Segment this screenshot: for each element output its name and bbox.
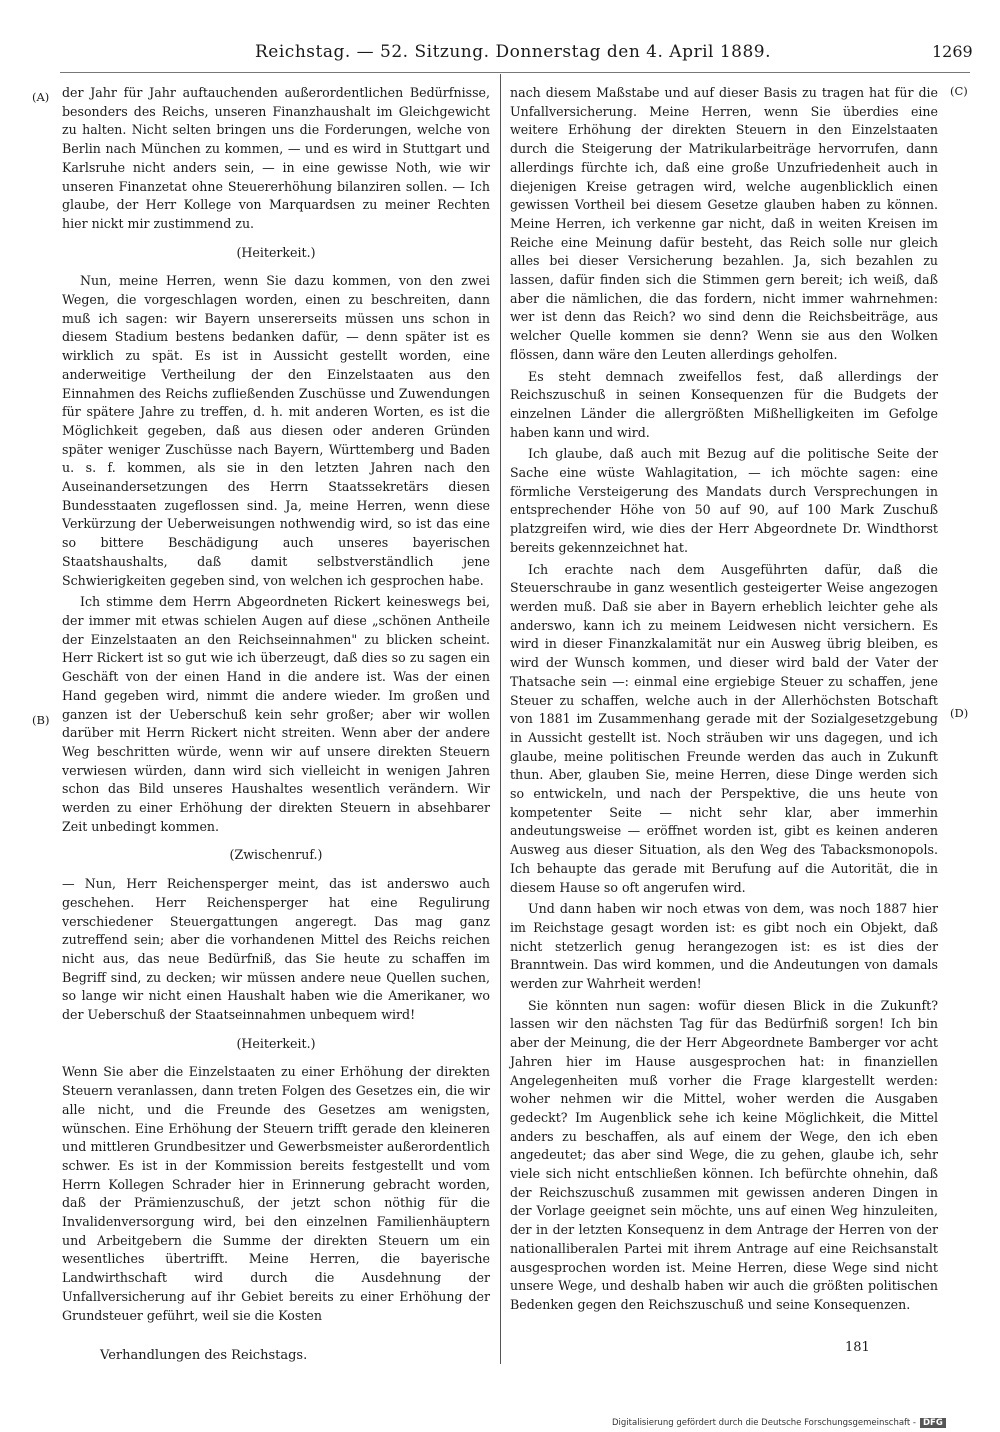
margin-marker-b: (B) — [32, 713, 50, 727]
paragraph: Ich stimme dem Herrn Abgeordneten Rickert keineswegs bei, der immer mit etwas schielen Augen auf diese „schönen Antheile der Einzelstaaten an den Reichseinnahmen" zu blicken scheint. Herr Rickert ist so gut wie ich überzeugt, daß dies so zu sagen ein Geschäft von der einen Hand in die andere ist. Was der einen Hand gegeben wird, nimmt die andere wieder. Im großen und ganzen ist der Ueberschuß kein sehr großer; aber wir wollen darüber mit Herrn Rickert nicht streiten. Wenn aber der andere Weg beschritten würde, wenn wir auf unsere direkten Steuern verwiesen würden, dann wird sich vielleicht in wenigen Jahren schon das Bild unseres Haushaltes wesentlich verändern. Wir werden zu einer Erhöhung der direkten Steuern in absehbarer Zeit unbedingt kommen. — [62, 594, 490, 834]
paragraph: Nun, meine Herren, wenn Sie dazu kommen, von den zwei Wegen, die vorgeschlagen worden, einen zu beschreiten, dann muß ich sagen: wir Bayern unsererseits müssen uns schon in diesem Stadium bestens bedanken dafür, — denn später ist es wirklich zu spät. Es ist in Aussicht gestellt worden, eine anderweitige Vertheilung der den Einzelstaaten aus den Einnahmen des Reichs zufließenden Zuschüsse und Zuwendungen für spätere Jahre zu treffen, d. h. mit anderen Worten, es ist die Möglichkeit gegeben, daß aus diesen oder anderen Gründen später weniger Zuschüsse nach Bayern, Württemberg und Baden u. s. f. kommen, als sie in den letzten Jahren nach den Auseinandersetzungen des Herrn Staatssekretärs diesen Bundesstaaten zugeflossen sind. Ja, meine Herren, wenn diese Verkürzung der Ueberweisungen nothwendig wird, so ist das eine so bittere Beschädigung auch unseres bayerischen Staatshaushalts, daß damit selbstverständlich jene Schwierigkeiten gegeben sind, von welchen ich gesprochen habe. — [62, 273, 490, 588]
left-column — [62, 84, 490, 1328]
interjection: (Heiterkeit.) — [236, 244, 316, 260]
paragraph: nach diesem Maßstabe und auf dieser Basis zu tragen hat für die Unfallversicherung. Meine Herren, wenn Sie überdies eine weitere Erhöhung der direkten Steuern in den Einzelstaaten durch die Steigerung der Matrikularbeiträge hervorrufen, dann allerdings fürchte ich, daß eine große Unzufriedenheit auch in diejenigen Kreise getragen wird, welche augenblicklich einen gewissen Vortheil bei diesem Gesetze glauben haben zu können. Meine Herren, ich verkenne gar nicht, daß in weiten Kreisen im Reiche eine Meinung dafür besteht, das Reich solle nur gleich alles bei dieser Versicherung bezahlen. Ja, sich bezahlen zu lassen, dafür finden sich die Stimmen gern bereit; ich weiß, daß aber die nämlichen, die das fordern, nicht immer wahrnehmen: wer ist denn das Reich? wo sind denn die Reichsbeiträge, aus welcher Quelle kommen sie denn? Wenn sie aus den Wolken flössen, dann wäre den Leuten allerdings geholfen. — [510, 85, 938, 362]
footer-source: Verhandlungen des Reichstags. — [100, 1348, 308, 1363]
paragraph: Wenn Sie aber die Einzelstaaten zu einer Erhöhung der direkten Steuern veranlassen, dann treten Folgen des Gesetzes ein, die wir alle nicht, und die Freunde des Gesetzes am wenigsten, wünschen. Eine Erhöhung der Steuern trifft gerade den kleineren und mittleren Grundbesitzer und Gewerbsmeister außerordentlich schwer. Es ist in der Kommission bereits festgestellt und vom Herrn Kollegen Schrader hier in Erinnerung gebracht worden, daß der Prämienzuschuß, der jetzt schon nöthig für die Invalidenversorgung wird, bei den einzelnen Familienhäuptern und Arbeitgebern die Summe der direkten Steuern um ein wesentliches übertrifft. Meine Herren, die bayerische Landwirthschaft wird durch die Ausdehnung der Unfallversicherung auf ihr Gebiet bereits zu einer Erhöhung der Grundsteuer geführt, weil sie die Kosten — [62, 1064, 490, 1323]
page-number: 1269 — [932, 42, 973, 61]
page-header — [0, 40, 1000, 70]
interjection: (Heiterkeit.) — [236, 1035, 316, 1051]
paragraph: — Nun, Herr Reichensperger meint, das ist anderswo auch geschehen. Herr Reichensperger hat eine Regulirung verschiedener Steuergattungen angeregt. Das mag ganz zutreffend sein; aber die vorhandenen Mittel des Reichs reichen nicht aus, das neue Bedürfniß, das Sie heute zu schaffen im Begriff sind, zu decken; wir müssen andere neue Quellen suchen, so lange wir nicht einen Haushalt haben wie die Amerikaner, wo der Ueberschuß der Staatseinnahmen unbequem wird! — [62, 876, 490, 1023]
dfg-logo: DFG — [920, 1418, 946, 1428]
margin-marker-d: (D) — [950, 706, 969, 720]
paragraph: der Jahr für Jahr auftauchenden außerordentlichen Bedürfnisse, besonders des Reichs, unseren Finanzhaushalt im Gleichgewicht zu halten. Nicht selten bringen uns die Forderungen, welche von Berlin nach München zu kommen, — und es wird in Stuttgart und Karlsruhe nicht anders sein, — in eine gewisse Noth, wie wir unseren Finanzetat ohne Steuererhöhung bilanziren sollen. — Ich glaube, der Herr Kollege von Marquardsen zu meiner Rechten hier nickt mir zustimmend zu. — [62, 85, 490, 231]
paragraph: Sie könnten nun sagen: wofür diesen Blick in die Zukunft? lassen wir den nächsten Tag für das Bedürfniß sorgen! Ich bin aber der Meinung, die der Herr Abgeordnete Bamberger vor acht Jahren hier im Hause ausgesprochen hat: in finanziellen Angelegenheiten muß vorher die Frage klargestellt werden: woher nehmen wir die Mittel, woher werden die Ausgaben gedeckt? Im Augenblick sehe ich keine Möglichkeit, die Mittel anders zu beschaffen, als auf einem der Wege, den ich eben angedeutet; das aber sind Wege, die zu gehen, glaube ich, sehr viele sich nicht entschließen können. Ich befürchte ohnehin, daß der Reichszuschuß zusammen mit gewissen anderen Dingen in der Vorlage geeignet sein möchte, uns auf einen Weg hinzuleiten, der in der letzten Konsequenz in dem Antrage der Herren von der nationalliberalen Partei mit ihrem Antrage auf eine Reichsanstalt ausgesprochen worden ist. Meine Herren, diese Wege sind nicht unsere Wege, und deshalb haben wir auch die größten politischen Bedenken gegen den Reichszuschuß und seine Konsequenzen. — [510, 997, 938, 1312]
margin-marker-a: (A) — [32, 90, 50, 104]
column-divider — [500, 74, 501, 1364]
right-column — [510, 84, 938, 1318]
digitization-credit — [612, 1418, 946, 1428]
interjection: (Zwischenruf.) — [229, 847, 323, 863]
margin-marker-c: (C) — [950, 84, 968, 98]
header-rule — [60, 72, 970, 73]
running-title: Reichstag. — 52. Sitzung. Donnerstag den 4. April 1889. — [255, 42, 772, 62]
credit-text: Digitalisierung gefördert durch die Deutsche Forschungsgemeinschaft - — [612, 1418, 916, 1428]
paragraph: Ich glaube, daß auch mit Bezug auf die politische Seite der Sache eine wüste Wahlagitation, — ich möchte sagen: eine förmliche Versteigerung des Mandats durch Versprechungen in entsprechender Höhe von 50 auf 90, auf 100 Mark Zuschuß platzgreifen wird, wie dies der Herr Abgeordnete Dr. Windthorst bereits gekennzeichnet hat. — [510, 446, 938, 555]
footer-sheet-number: 181 — [845, 1340, 870, 1355]
paragraph: Es steht demnach zweifellos fest, daß allerdings der Reichszuschuß in seinen Konsequenzen für die Budgets der einzelnen Länder die allergrößten Mißhelligkeiten im Gefolge haben kann und wird. — [510, 368, 938, 440]
paragraph: Und dann haben wir noch etwas von dem, was noch 1887 hier im Reichstage gesagt worden ist: es gibt noch ein Objekt, daß nicht stetzerlich genug herangezogen ist: es ist dies der Branntwein. Das wird kommen, und die Andeutungen von damals werden zur Wahrheit werden! — [510, 901, 938, 992]
paragraph: Ich erachte nach dem Ausgeführten dafür, daß die Steuerschraube in ganz wesentlich gesteigerter Weise angezogen werden muß. Daß sie aber in Bayern erheblich leichter gehe als anderswo, kann ich zu meinem Leidwesen nicht versichern. Es wird in dieser Finanzkalamität nur ein Ausweg übrig bleiben, es wird der Wunsch kommen, und dieser wird bald der Vater der Thatsache sein —: einmal eine ergiebige Steuer zu schaffen, jene Steuer zu schaffen, welche auch in der Allerhöchsten Botschaft von 1881 im Zusammenhang gerade mit der Sozialgesetzgebung in Aussicht gestellt ist. Noch sträuben wir uns dagegen, und ich glaube, meine politischen Freunde werden das auch in Zukunft thun. Aber, glauben Sie, meine Herren, diese Dinge werden sich so entwickeln, und nach der Perspektive, die uns heute von kompetenter Seite — nicht sehr klar, aber immerhin andeutungsweise — eröffnet worden ist, gibt es keinen anderen Ausweg aus dieser Situation, als den Weg des Tabacksmonopols. Ich behaupte das gerade mit Berufung auf die Autorität, die in diesem Hause so oft angerufen wird. — [510, 561, 938, 895]
